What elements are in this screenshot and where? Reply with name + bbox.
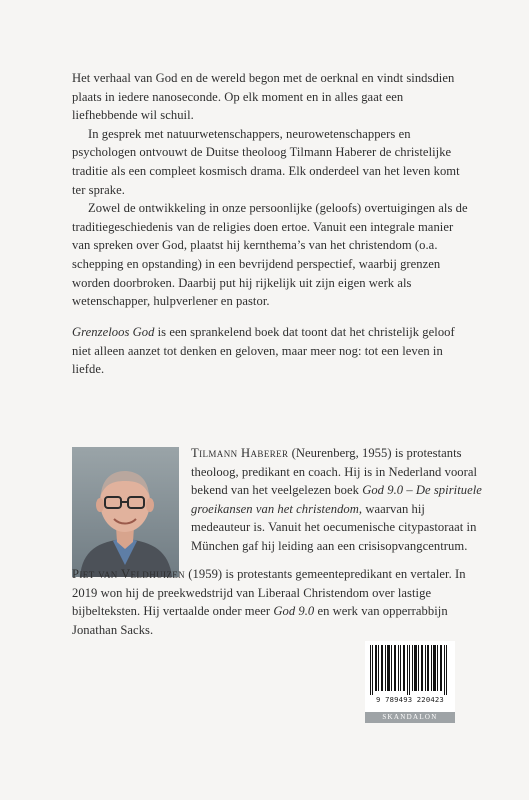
translator-bio-part-1: (1959) is protestants gemeentepredikant en vertaler. In 2019 won hij de preekwedstrijd van Liberaal Christendom over lastige bijbelteksten. Hij vertaalde onder meer [72, 567, 466, 619]
author-book-title: God 9.0 – De spirituele groeikansen van het christendom, [191, 483, 482, 516]
author-bio-paragraph [191, 444, 486, 556]
intro-paragraph-3: Zowel de ontwikkeling in onze persoonlijke (geloofs) overtuigingen als de traditiegeschiedenis van de religies doen ertoe. Vanuit een integrale manier van spreken over God, plaatst hij kernthema’s van het christendom (o.a. schepping en opstanding) in een bevrijdend perspectief, waarbij grenzen worden doorbroken. Daarbij put hij rijkelijk uit zijn eigen werk als wetenschapper, hulpverlener en pastor. [72, 201, 468, 309]
translator-bio [72, 565, 472, 639]
translator-book-title: God 9.0 [273, 604, 315, 619]
barcode [365, 641, 455, 723]
author-bio [191, 444, 486, 556]
author-bio-part-2: waarvan hij medeauteur is. Vanuit het oecumenische citypastoraat in München gaf hij leiding aan een crisisopvangcentrum. [191, 501, 477, 553]
intro-paragraph-2: In gesprek met natuurwetenschappers, neurowetenschappers en psychologen ontvouwt de Duitse theoloog Tilmann Haberer de christelijke traditie als een compleet kosmisch drama. Elk onderdeel van het leven komt ter sprake. [72, 126, 460, 197]
highlight-paragraph [72, 323, 472, 379]
highlight-body: is een sprankelend boek dat toont dat het christelijk geloof niet alleen aanzet tot denken en geloven, maar meer nog: tot een leven in liefde. [72, 325, 455, 377]
intro-paragraph-1: Het verhaal van God en de wereld begon met de oerknal en vindt sindsdien plaats in iedere nanoseconde. Op elk moment en in alles gaat een liefhebbende wil schuil. [72, 71, 455, 123]
highlight-text [72, 323, 472, 379]
highlight-book-title: Grenzeloos God [72, 325, 155, 339]
intro-text [72, 69, 472, 311]
author-bio-part-1: (Neurenberg, 1955) is protestants theoloog, predikant en coach. Hij is in Nederland vooral bekend van het veelgelezen boek [191, 446, 478, 498]
publisher-logo: SKANDALON [365, 712, 455, 723]
translator-name: Piet van Veldhuizen [72, 567, 186, 581]
translator-bio-part-2: en werk van opperrabbijn Jonathan Sacks. [72, 604, 448, 637]
author-name: Tilmann Haberer [191, 446, 289, 460]
barcode-bars [367, 643, 453, 695]
author-portrait-image [72, 447, 179, 577]
author-photo [72, 447, 179, 577]
translator-bio-paragraph [72, 565, 472, 639]
isbn-number: 9 789493 220423 [376, 695, 444, 704]
